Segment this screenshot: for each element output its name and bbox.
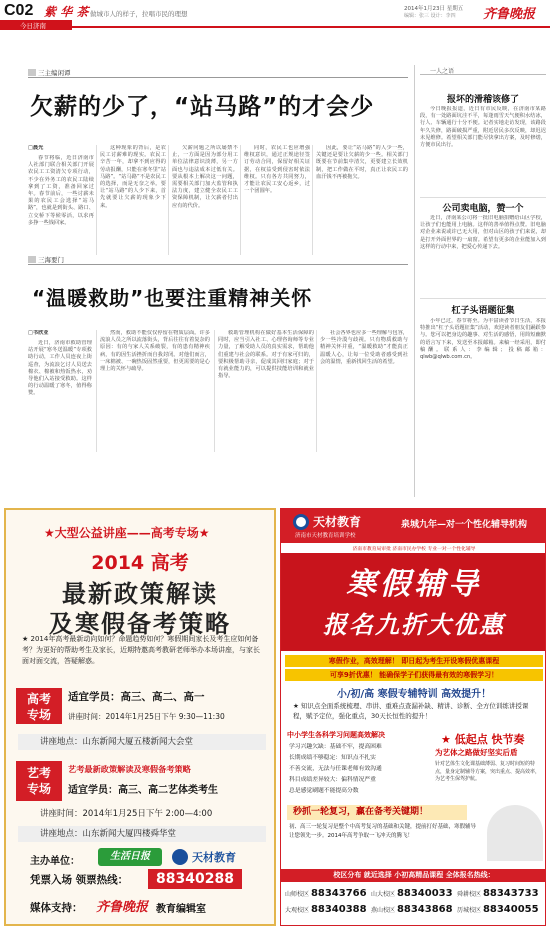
article2-col-3: 救助管理机构在做好基本生活保障的同时，应当引入社工、心理咨询师等专业力量，了解受助人员的真实需求，帮助他们重建与社会的联系。对于有家可归的，要积极帮助寻亲，促成其回归家庭；对于有就业能力的，可以提供技能培训和就业指导。 — [218, 330, 314, 380]
ticket-phone: 88340288 — [148, 869, 242, 889]
sponsor-tiancai-logo: 天材教育 — [192, 851, 236, 864]
ad-right-slogan-small: 济南市教育局审批 济南市民办学校 专业一对一个性化辅导 — [352, 547, 476, 552]
bullet-item: 总是感觉刷题不能提高分数 — [289, 788, 359, 794]
yikao-tag-line2: 专场 — [26, 782, 51, 796]
article1-col-5: 因此，要让“站马路”的人少一些，关键还是要让欠薪的少一些。相关部门既要在节前集中清欠，更要建立长效机制，把工作做在平时，真正让农民工的血汗钱不再被拖欠。 — [316, 145, 408, 180]
sub-section: 今日济南 — [20, 22, 46, 30]
masthead — [0, 0, 550, 30]
gaokao-tag-line1: 高考 — [26, 692, 51, 706]
ad-right-strip-1: 寒假作业，高效理解！ 即日起为考生开设寒假优惠课程 — [285, 655, 543, 667]
ad-right-promo-1: ★ 低起点 快节奏 — [441, 733, 525, 746]
yikao-title: 艺考最新政策解读及寒假备考策略 — [68, 764, 191, 774]
campus-item: 大观校区 88340388 — [285, 904, 367, 915]
ad-right — [280, 508, 546, 926]
sidebar-title-3: 杠子头语题征集 — [451, 306, 515, 316]
yikao-venue: 讲座地点：山东新闻大厦四楼舜华堂 — [18, 826, 266, 842]
article2-headline: “温暖救助”也要注重精神关怀 — [32, 286, 313, 310]
ad-right-strip-2: 可享9折优惠！ 能确保学子们获得最有效的寒假学习！ — [285, 669, 543, 681]
sidebar-title-2: 公司卖电脑，赞一个 — [442, 204, 524, 214]
ad-right-cta: 秒抓一轮复习，赢在备考关键期！ — [287, 805, 467, 820]
editor-line: 编辑：张三 设计：李四 — [404, 13, 456, 19]
media-dept: 教育编辑室 — [156, 904, 206, 915]
article1-col-4: 同时，农民工也应增强维权意识，通过正规途径签订劳动合同，保留好相关证据，在权益受到侵害时依法维权。只有各方共同努力，才能让农民工安心返乡，过一个团圆年。 — [244, 145, 310, 195]
sidebar-text-1: 今日晚报报道，近日有市民反映，在济南市某路段，有一处路面坑洼不平，每逢雨雪天气便积水结冰，行人、车辆通行十分不便。记者实地走访发现，该路段年久失修，路面破损严重，附近居民多次反映，却迟迟未见维修。希望相关部门能尽快拿出方案，及时修缮，方便市民出行。 — [420, 106, 546, 149]
gaokao-tag-line2: 专场 — [26, 708, 51, 722]
article2-col-1: 近日，济南市救助管理站开展“寒冬送温暖”专项救助行动，工作人员连夜上街巡查，为流浪乞讨人员送去棉衣、棉被和热饭热水，劝导他们入站接受救助。这样的行动温暖了寒冬，值得称赞。 — [28, 340, 92, 397]
bullet-item: 科目成绩差异较大：偏科情况严重 — [289, 777, 376, 783]
masthead-slogan: 做城市人的样子，拉唱市民的理想 — [90, 10, 188, 18]
article1-byline: □晨光 — [28, 145, 44, 151]
sidebar-text-3: 小年已过，春节将至。为丰富读者节日生活，本报特推出“杠子头语题征集”活动，欢迎读者朋友们踊跃参与。您可以把身边的趣事、对生活的感悟，用简短幽默的语言写下来，发送至本报邮箱。来稿一经采用，即付稿酬。联系人：李编辑；投稿邮箱：qlwb@qlwb.com.cn。 — [420, 318, 546, 361]
gaokao-venue: 讲座地点：山东新闻大厦五楼新闻大会堂 — [18, 734, 266, 750]
sponsor-shenghuo-logo: 生活日报 — [98, 848, 162, 866]
campus-phone: 88343733 — [482, 888, 539, 899]
bullet-item: 不善交流，无法与任课老师有效沟通 — [289, 766, 382, 772]
yikao-audience: 适宜学员：高三、高二艺体类考生 — [68, 785, 218, 796]
gaokao-time: 讲座时间：2014年1月25日下午 9:30—11:30 — [68, 712, 225, 721]
ad-right-promo-2: 为艺体之路做好坚实后盾 — [435, 748, 518, 757]
sidebar-col-tag: 一人之语 — [430, 68, 455, 75]
ad-right-section-text: ★ 知识点全面系统梳理、串讲、重难点查漏补缺、精讲、诊断、全方位训练讲授课程，赋予定位，强化重点，30天长恒性的提升！ — [293, 702, 529, 720]
article1-col-2: 这种现象的背后，是农民工讨薪难的现实。农民工辛苦一年，却拿不到应得的劳动报酬，只能在寒冬里“站马路”。“站马路”不是农民工的选择，而是无奈之举。要让“站马路”的人少下来，首先就要让欠薪的现象少下来。 — [100, 145, 166, 209]
campus-phone: 88340055 — [482, 904, 539, 915]
tiancai-small-icon — [172, 849, 188, 865]
ad-right-brand-sub: 济南市天材教育培训学校 — [295, 533, 356, 539]
media-brand: 齐鲁晚报 — [96, 900, 149, 915]
ad-right-big-1: 寒假辅导 — [346, 567, 482, 602]
ad-left-title-2: 最新政策解读 — [62, 580, 218, 608]
gaokao-audience: 适宜学员：高三、高二、高一 — [68, 691, 205, 703]
ad-right-brand: 天材教育 — [313, 515, 362, 529]
campus-item: 山师校区 88343766 — [285, 888, 367, 899]
campus-item: 历城校区 88340055 — [457, 904, 539, 915]
ticket-label: 凭票入场 领票热线： — [30, 874, 129, 886]
page-code: C02 — [4, 2, 34, 19]
bullet-item: 长期成绩不够稳定：知识点不扎实 — [289, 755, 376, 761]
section-mark: 紫 华 茶 — [44, 5, 89, 19]
media-label: 媒体支持： — [30, 902, 83, 914]
campus-phone: 88340033 — [396, 888, 453, 899]
yikao-time: 讲座时间：2014年1月25日下午 2:00—4:00 — [40, 809, 213, 819]
ad-right-middle-label: 中小学生各科学习问题高效解决 — [287, 731, 385, 739]
tiancai-logo-icon — [293, 514, 309, 530]
sidebar-text-2: 近日，济南某公司将一批旧电脑捐赠给山区学校，让孩子们也能用上电脑。这样的善举值得点赞。旧电脑对企业来说或许已无大用，但对山区的孩子们来说，却是打开外面世界的一扇窗。希望有更多的企业能加入到这样的行动中来，把爱心传递下去。 — [420, 215, 546, 250]
article1-column: 三主编闲谭 — [28, 68, 71, 77]
ad-right-section-title: 小/初/高 寒假专辅特训 高效提升！ — [336, 689, 492, 700]
campus-phone: 88343766 — [310, 888, 367, 899]
ad-right-big-2: 报名九折大优惠 — [323, 611, 505, 639]
ad-right-promo-text: 针对艺体生文化课基础薄弱、复习时间短的特点，量身定制辅导方案，突出重点、提高效率，为艺考生保驾护航。 — [435, 761, 541, 782]
article1-col-3: 欠薪问题之所以屡禁不止，一方面是因为部分用工单位法律意识淡薄，另一方面也与违法成本过低有关。要从根本上解决这一问题，需要相关部门加大监管和执法力度，建立健全农民工工资保障机制，让欠薪者付出应有的代价。 — [172, 145, 238, 209]
article2-column: 三海要门 — [28, 255, 64, 264]
article1-headline: 欠薪的少了，“站马路”的才会少 — [30, 94, 375, 120]
campus-phone: 88340388 — [310, 904, 367, 915]
campus-item: 山大校区 88340033 — [371, 888, 453, 899]
yikao-tag-line1: 艺考 — [26, 766, 51, 780]
sidebar-title-1: 报坏的滑稽该修了 — [446, 95, 519, 105]
campus-item: 舜耕校区 88343733 — [457, 888, 539, 899]
bullet-item: 学习兴趣欠缺：基础不牢，提高困难 — [289, 744, 382, 750]
ad-left-title-3: 及寒假备考策略 — [49, 610, 231, 638]
article1-col-1: 春节将临，近日济南市人社部门联合相关部门开展农民工工资清欠专项行动，不少在外务工的农民工陆续拿到了工资，准备回家过年。春节前后，一些讨薪未果的农民工会选择“站马路”，也就是到街头、路口、立交桥下等候零活，以求再多挣一些钱回家。 — [28, 155, 94, 226]
article2-col-2: 然而，救助不能仅仅停留在物质层面。许多流浪人员之所以流落街头，背后往往有着复杂的原因：有的与家人关系破裂，有的患有精神疾病，有的因生活挫折而自我封闭。对他们而言，一床棉被、一碗热饭固然重要，但更需要的是心理上的关怀与疏导。 — [100, 330, 210, 373]
ad-left-title-1: 2014 高考 — [91, 552, 189, 574]
campus-item: 燕山校区 88343868 — [371, 904, 453, 915]
ad-right-slogan-top: 泉城九年—对一个性化辅导机构 — [401, 520, 528, 530]
article2-col-4: 社会各界也应多一些理解与包容，少一些冷漠与歧视。只有物质救助与精神关怀并重，“温暖救助”才能真正温暖人心，让每一位受助者感受到社会的温情，重新找回生活的希望。 — [320, 330, 408, 365]
article2-byline: □书欣亚 — [28, 330, 49, 336]
ad-left — [4, 508, 276, 926]
masthead-brand: 齐鲁晚报 — [483, 7, 536, 22]
sponsor-label: 主办单位： — [30, 856, 80, 867]
campus-phone: 88343868 — [396, 904, 453, 915]
ad-left-intro: ★ 2014年高考最新动向如何？命题趋势如何？寒假期间家长及考生应如何备考？为更好的帮助考生及家长，近期特邀高考教研老师举办本场讲座，与家长面对面交流，答疑解惑。 — [22, 635, 260, 665]
student-photo — [487, 805, 543, 861]
ad-right-bullets — [289, 742, 429, 797]
campus-title: 校区分布 就近选择 小初高精品课程 全体报名热线： — [281, 869, 546, 882]
campus-grid — [285, 886, 543, 918]
date-line: 2014年1月23日 星期五 — [404, 6, 464, 12]
ad-left-banner: ★大型公益讲座——高考专场★ — [44, 526, 210, 540]
ad-right-cta-text: 初、高三一轮复习是整个中高考复习的基础和关键，提前打好基础，寒假辅导让您领先一步。2014年高考争取一飞冲天的腾飞！ — [289, 824, 477, 839]
